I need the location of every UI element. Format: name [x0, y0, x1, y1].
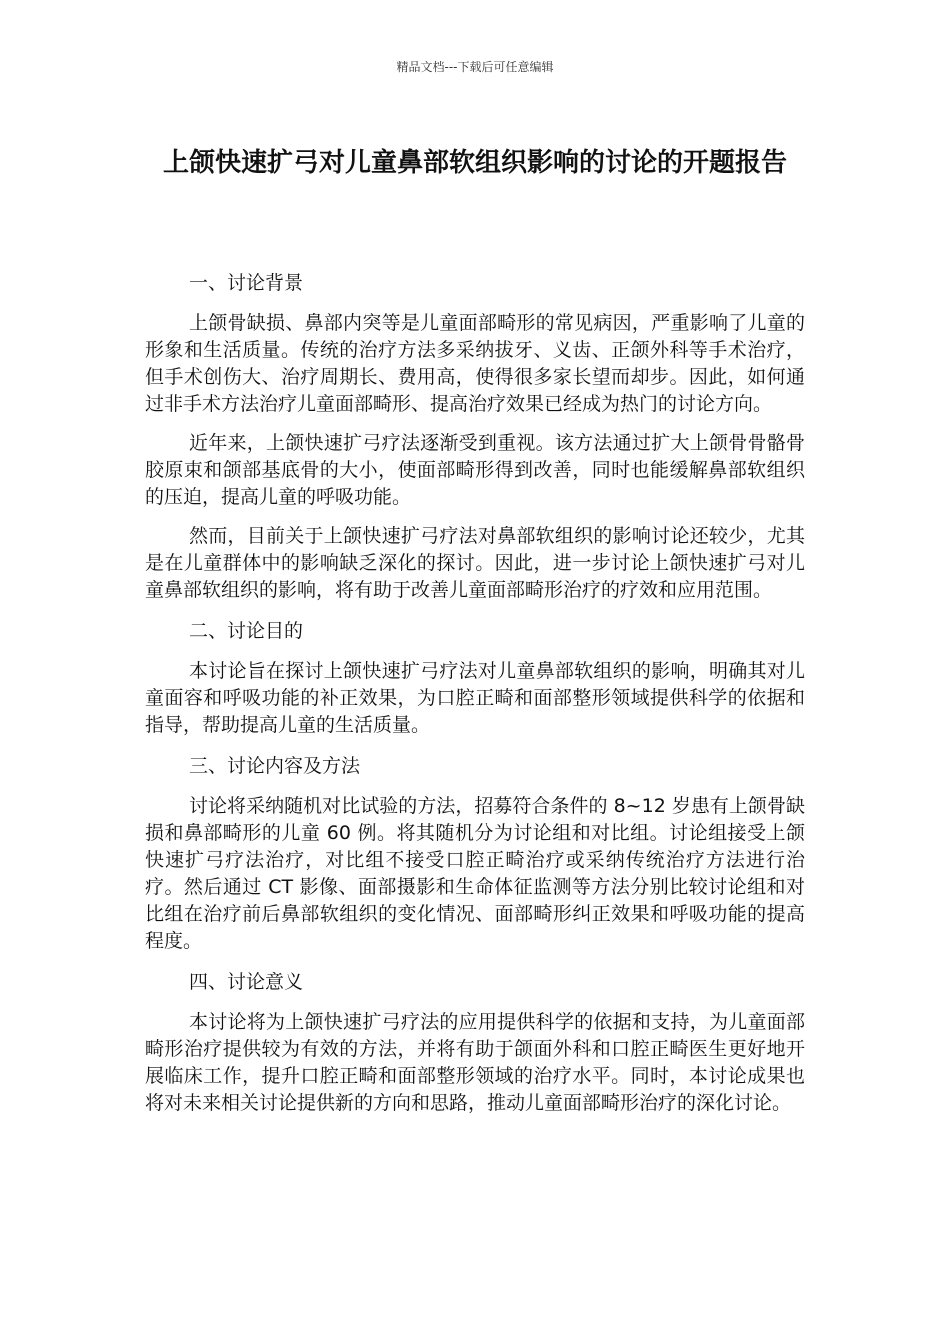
- paragraph: 然而，目前关于上颌快速扩弓疗法对鼻部软组织的影响讨论还较少，尤其是在儿童群体中的影响缺乏深化的探讨。因此，进一步讨论上颌快速扩弓对儿童鼻部软组织的影响，将有助于改善儿童面部畸形治疗的疗效和应用范围。: [145, 525, 805, 601]
- paragraph: 近年来，上颌快速扩弓疗法逐渐受到重视。该方法通过扩大上颌骨骨骼骨胶原束和颌部基底骨的大小，使面部畸形得到改善，同时也能缓解鼻部软组织的压迫，提高儿童的呼吸功能。: [145, 432, 805, 508]
- section-methods: [145, 751, 805, 955]
- section-heading: 三、讨论内容及方法: [189, 755, 361, 777]
- section-purpose: [145, 616, 805, 739]
- paragraph: 讨论将采纳随机对比试验的方法，招募符合条件的 8~12 岁患有上颌骨缺损和鼻部畸形的儿童 60 例。将其随机分为讨论组和对比组。讨论组接受上颌快速扩弓疗法治疗，对比组不接受口腔正畸治疗或采纳传统治疗方法进行治疗。然后通过 CT 影像、面部摄影和生命体征监测等方法分别比较讨论组和对比组在治疗前后鼻部软组织的变化情况、面部畸形纠正效果和呼吸功能的提高程度。: [145, 795, 805, 952]
- paragraph: 本讨论旨在探讨上颌快速扩弓疗法对儿童鼻部软组织的影响，明确其对儿童面容和呼吸功能的补正效果，为口腔正畸和面部整形领域提供科学的依据和指导，帮助提高儿童的生活质量。: [145, 660, 805, 736]
- section-heading: 一、讨论背景: [189, 272, 304, 294]
- paragraph: 上颌骨缺损、鼻部内突等是儿童面部畸形的常见病因，严重影响了儿童的形象和生活质量。传统的治疗方法多采纳拔牙、义齿、正颌外科等手术治疗，但手术创伤大、治疗周期长、费用高，使得很多家长望而却步。因此，如何通过非手术方法治疗儿童面部畸形、提高治疗效果已经成为热门的讨论方向。: [145, 312, 805, 415]
- section-significance: [145, 967, 805, 1117]
- section-background: [145, 268, 805, 604]
- document-title: 上颌快速扩弓对儿童鼻部软组织影响的讨论的开题报告: [162, 148, 787, 178]
- section-heading: 二、讨论目的: [189, 620, 304, 642]
- section-heading: 四、讨论意义: [189, 971, 304, 993]
- page-header-note: 精品文档---下载后可任意编辑: [396, 60, 554, 74]
- document-body: [145, 268, 805, 1129]
- paragraph: 本讨论将为上颌快速扩弓疗法的应用提供科学的依据和支持，为儿童面部畸形治疗提供较为有效的方法，并将有助于颌面外科和口腔正畸医生更好地开展临床工作，提升口腔正畸和面部整形领域的治疗水平。同时，本讨论成果也将对未来相关讨论提供新的方向和思路，推动儿童面部畸形治疗的深化讨论。: [145, 1011, 805, 1114]
